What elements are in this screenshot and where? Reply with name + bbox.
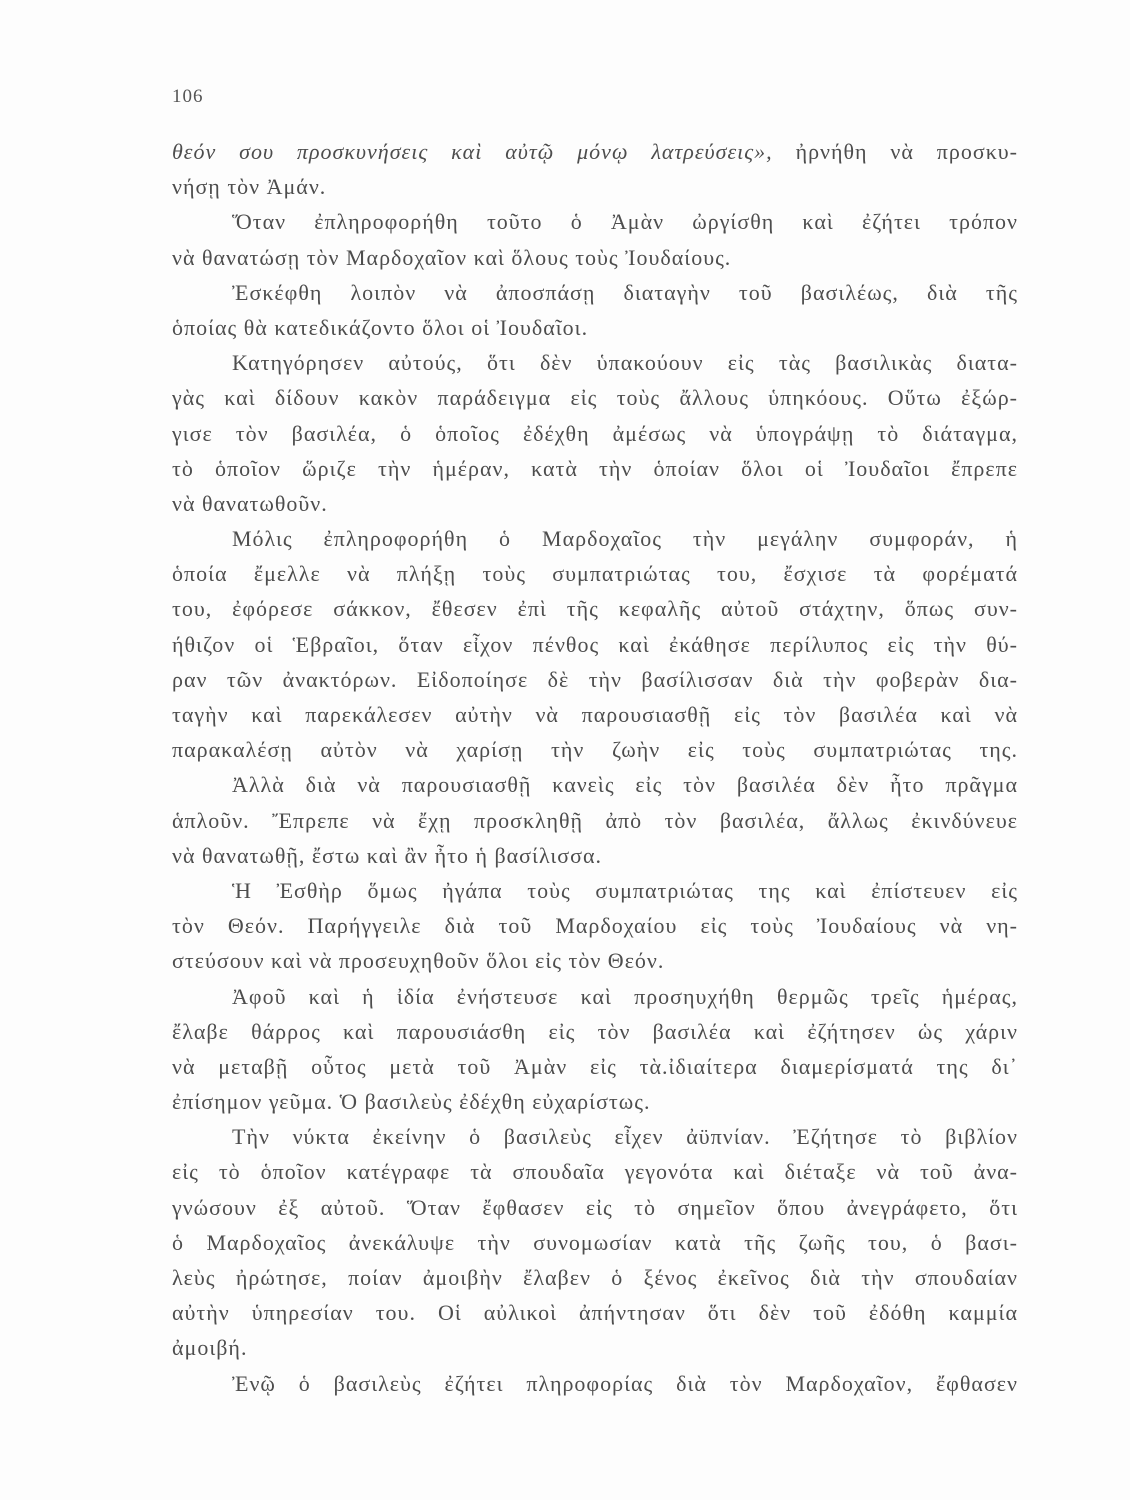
text-line: γνώσουν ἐξ αὐτοῦ. Ὅταν ἔφθασεν εἰς τὸ σημεῖον ὅπου ἀνεγράφετο, ὅτι	[172, 1194, 1018, 1220]
text-line: νὰ μεταβῇ οὗτος μετὰ τοῦ Ἀμὰν εἰς τὰ.ἰδιαίτερα διαμερίσματά της δι᾿	[172, 1053, 1018, 1079]
text-line: Τὴν νύκτα ἐκείνην ὁ βασιλεὺς εἶχεν ἀϋπνίαν. Ἐζήτησε τὸ βιβλίον	[232, 1124, 1018, 1150]
text-line: ὁ Μαρδοχαῖος ἀνεκάλυψε τὴν συνομωσίαν κατὰ τῆς ζωῆς του, ὁ βασι-	[172, 1229, 1018, 1255]
text-line: ἀμοιβή.	[172, 1335, 248, 1361]
text-line: ἐπίσημον γεῦμα. Ὁ βασιλεὺς ἐδέχθη εὐχαρίστως.	[172, 1089, 651, 1115]
text-line: Ἡ Ἐσθὴρ ὅμως ἠγάπα τοὺς συμπατριώτας της καὶ ἐπίστευεν εἰς	[232, 877, 1018, 903]
page-number: 106	[172, 86, 204, 107]
text-line: νὰ θανατώσῃ τὸν Μαρδοχαῖον καὶ ὅλους τοὺς Ἰουδαίους.	[172, 244, 732, 270]
text-line: Κατηγόρησεν αὐτούς, ὅτι δὲν ὑπακούουν εἰς τὰς βασιλικὰς διατα-	[232, 350, 1018, 376]
text-line: ραν τῶν ἀνακτόρων. Εἰδοποίησε δὲ τὴν βασίλισσαν διὰ τὴν φοβερὰν δια-	[172, 666, 1018, 692]
line-text: ἠρνήθη νὰ προσκυ-	[795, 139, 1018, 164]
body-text	[172, 134, 1018, 1401]
text-line: νήσῃ τὸν Ἀμάν.	[172, 174, 327, 200]
text-line	[172, 134, 1018, 169]
text-line: Ἀφοῦ καὶ ἡ ἰδία ἐνήστευσε καὶ προσηυχήθη θερμῶς τρεῖς ἡμέρας,	[232, 983, 1018, 1009]
text-line: νὰ θανατωθοῦν.	[172, 490, 328, 516]
text-line: ἁπλοῦν. Ἔπρεπε νὰ ἔχῃ προσκληθῇ ἀπὸ τὸν βασιλέα, ἄλλως ἐκινδύνευε	[172, 807, 1018, 833]
text-line: παρακαλέσῃ αὐτὸν νὰ χαρίσῃ τὴν ζωὴν εἰς τοὺς συμπατριώτας της.	[172, 737, 1018, 763]
text-line: του, ἐφόρεσε σάκκον, ἔθεσεν ἐπὶ τῆς κεφαλῆς αὐτοῦ στάχτην, ὅπως συν-	[172, 596, 1018, 622]
text-line: εἰς τὸ ὁποῖον κατέγραφε τὰ σπουδαῖα γεγονότα καὶ διέταξε νὰ τοῦ ἀνα-	[172, 1159, 1018, 1185]
text-line: ὁποίας θὰ κατεδικάζοντο ὅλοι οἱ Ἰουδαῖοι.	[172, 314, 589, 340]
quoted-text: θεόν σου προσκυνήσεις καὶ αὐτῷ μόνῳ λατρεύσεις»,	[172, 139, 773, 164]
text-line: γὰς καὶ δίδουν κακὸν παράδειγμα εἰς τοὺς ἄλλους ὑπηκόους. Οὕτω ἐξώρ-	[172, 385, 1018, 411]
text-line: Μόλις ἐπληροφορήθη ὁ Μαρδοχαῖος τὴν μεγάλην συμφοράν, ἡ	[232, 526, 1018, 552]
text-line: ήθιζον οἱ Ἑβραῖοι, ὅταν εἶχον πένθος καὶ ἐκάθησε περίλυπος εἰς τὴν θύ-	[172, 631, 1018, 657]
text-line: Ἐνῷ ὁ βασιλεὺς ἐζήτει πληροφορίας διὰ τὸν Μαρδοχαῖον, ἔφθασεν	[232, 1370, 1018, 1396]
text-line: νὰ θανατωθῇ, ἔστω καὶ ἂν ἦτο ἡ βασίλισσα.	[172, 842, 603, 868]
text-line: Ἀλλὰ διὰ νὰ παρουσιασθῇ κανεὶς εἰς τὸν βασιλέα δὲν ἦτο πρᾶγμα	[232, 772, 1018, 798]
text-line: αὐτὴν ὑπηρεσίαν του. Οἱ αὐλικοὶ ἀπήντησαν ὅτι δὲν τοῦ ἐδόθη καμμία	[172, 1300, 1018, 1326]
text-line: τὸν Θεόν. Παρήγγειλε διὰ τοῦ Μαρδοχαίου εἰς τοὺς Ἰουδαίους νὰ νη-	[172, 913, 1018, 939]
text-line: στεύσουν καὶ νὰ προσευχηθοῦν ὅλοι εἰς τὸν Θεόν.	[172, 948, 665, 974]
text-line: ἔλαβε θάρρος καὶ παρουσιάσθη εἰς τὸν βασιλέα καὶ ἐζήτησεν ὡς χάριν	[172, 1018, 1018, 1044]
text-line: Ἐσκέφθη λοιπὸν νὰ ἀποσπάσῃ διαταγὴν τοῦ βασιλέως, διὰ τῆς	[232, 279, 1018, 305]
text-line: τὸ ὁποῖον ὥριζε τὴν ἡμέραν, κατὰ τὴν ὁποίαν ὅλοι οἱ Ἰουδαῖοι ἔπρεπε	[172, 455, 1018, 481]
text-line: λεὺς ἠρώτησε, ποίαν ἀμοιβὴν ἔλαβεν ὁ ξένος ἐκεῖνος διὰ τὴν σπουδαίαν	[172, 1265, 1018, 1290]
text-line: Ὅταν ἐπληροφορήθη τοῦτο ὁ Ἀμὰν ὠργίσθη καὶ ἐζήτει τρόπον	[232, 209, 1018, 235]
text-line: ταγὴν καὶ παρεκάλεσεν αὐτὴν νὰ παρουσιασθῇ εἰς τὸν βασιλέα καὶ νὰ	[172, 702, 1018, 727]
text-line: γισε τὸν βασιλέα, ὁ ὁποῖος ἐδέχθη ἀμέσως νὰ ὑπογράψῃ τὸ διάταγμα,	[172, 420, 1018, 446]
text-line: ὁποία ἔμελλε νὰ πλήξῃ τοὺς συμπατριώτας του, ἔσχισε τὰ φορέματά	[172, 561, 1018, 587]
